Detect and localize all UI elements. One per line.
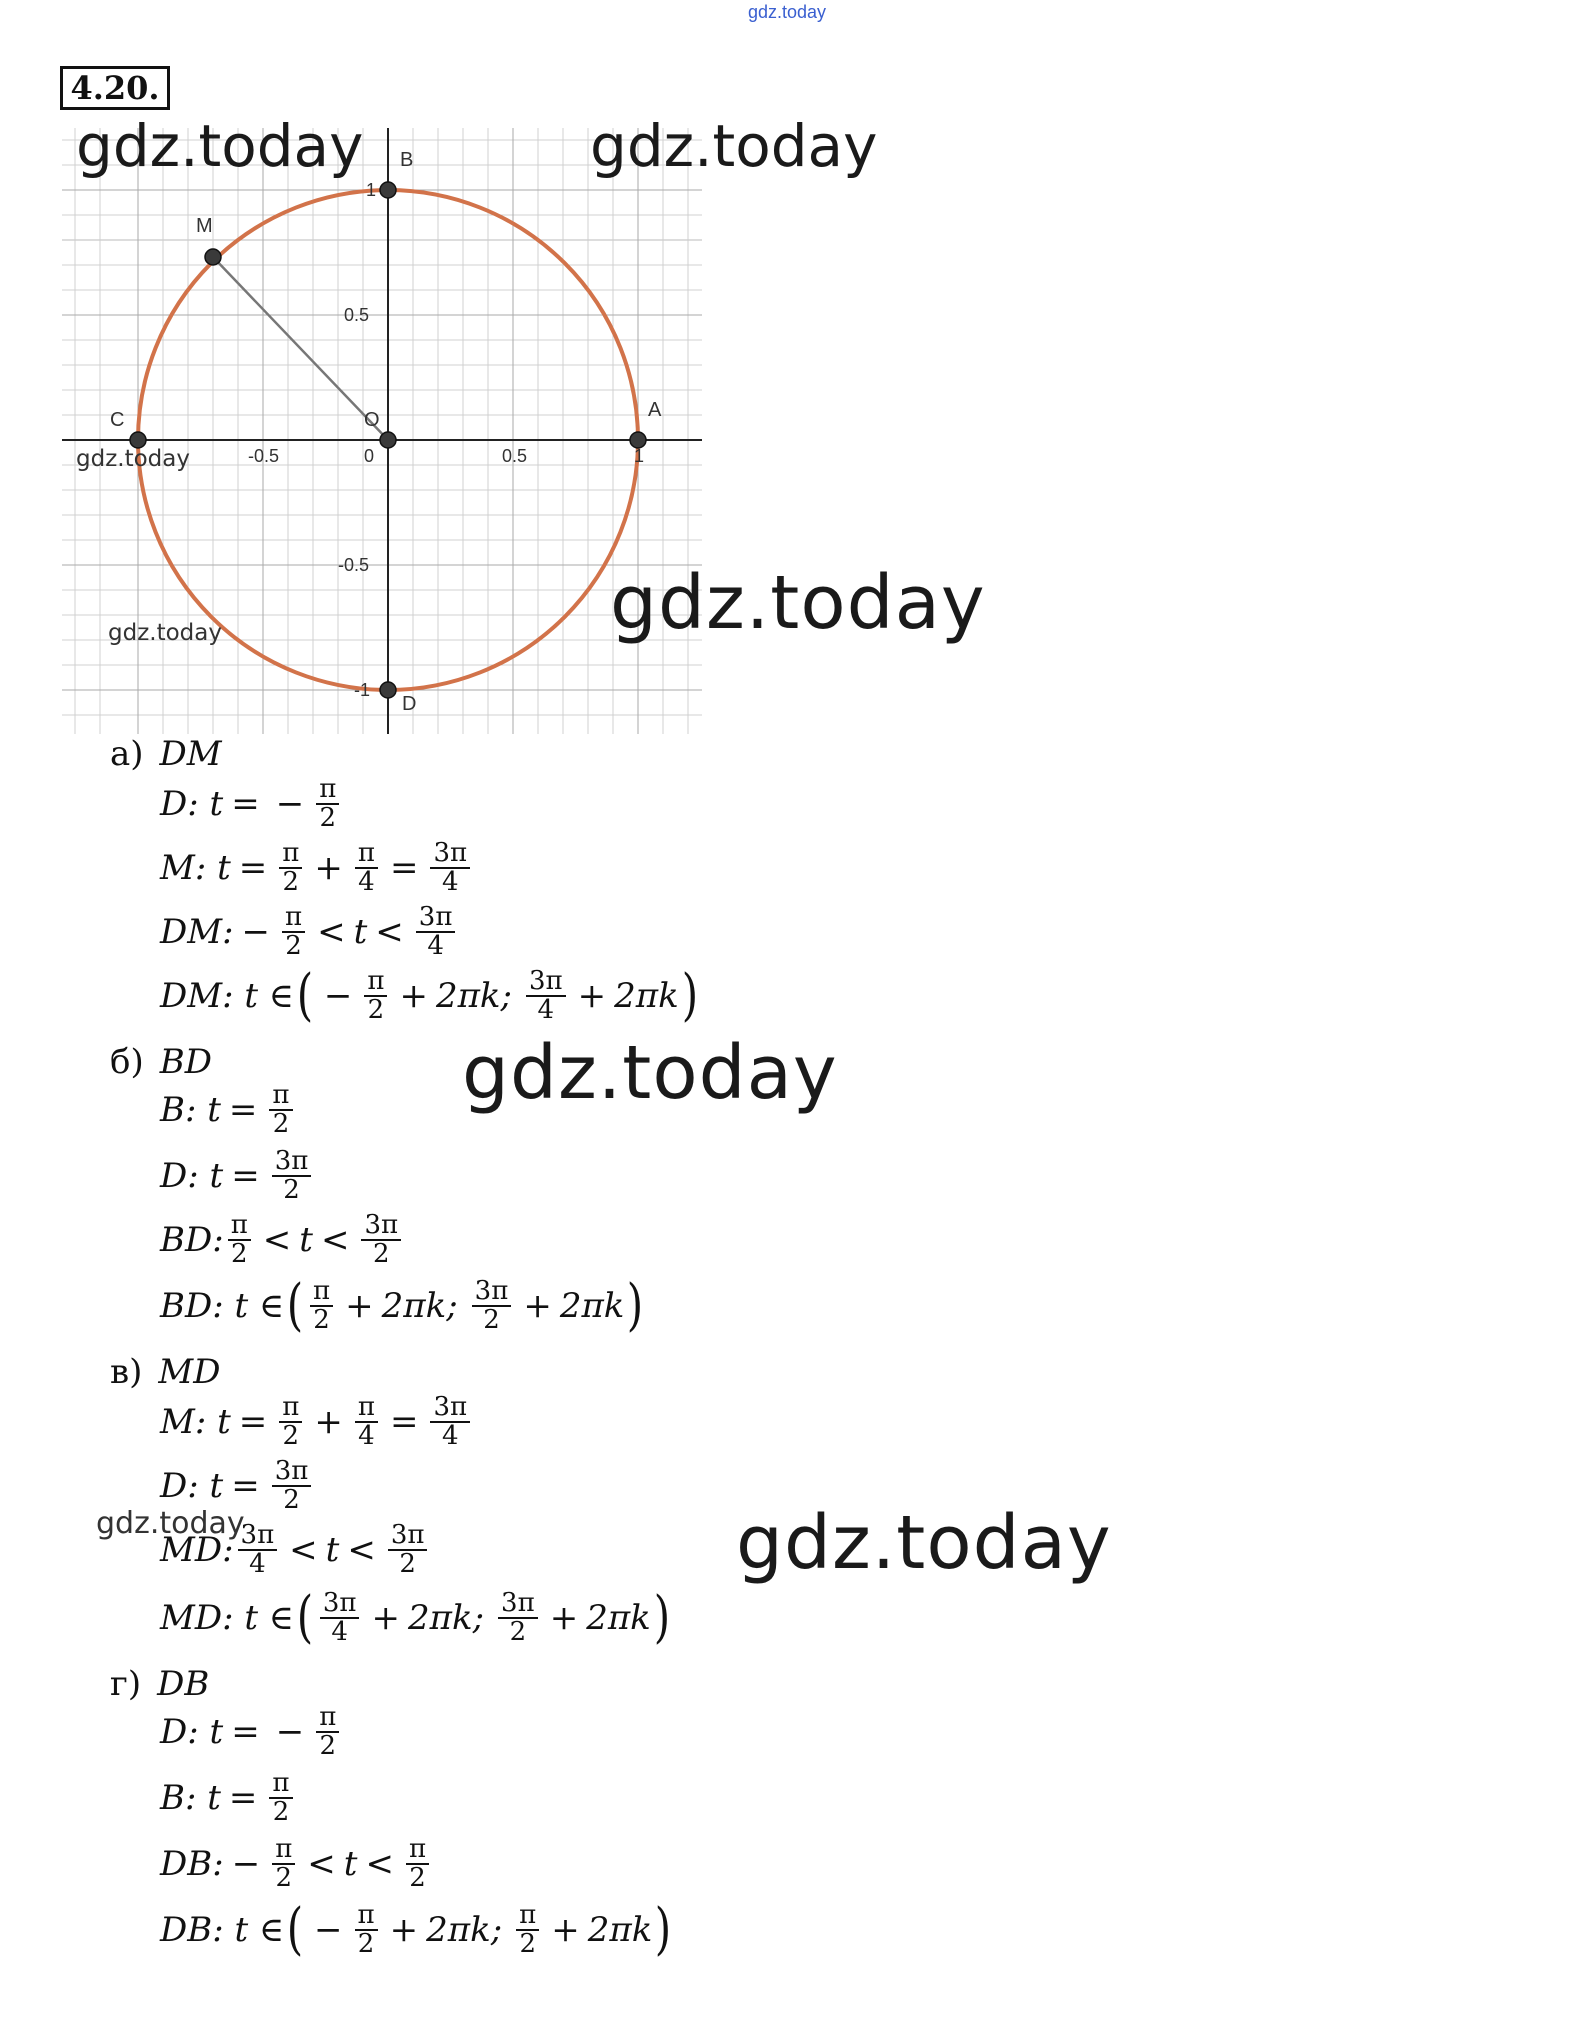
part-b-line-1: B: t = $\frac{\pi}{2}$ xyxy=(160,1082,297,1139)
part-b-line-2: D: t = $\frac{3\pi}{2}$ xyxy=(160,1148,315,1205)
watermark: gdz.today xyxy=(76,446,190,472)
y-tick-one: 1 xyxy=(366,180,377,200)
part-c-line-3: MD: $\frac{3\pi}{4}$ < t < $\frac{3\pi}{2}$ xyxy=(160,1522,431,1579)
label-c: C xyxy=(110,409,125,431)
label-m: M xyxy=(196,215,213,237)
watermark: gdz.today xyxy=(736,1500,1112,1586)
label-a: A xyxy=(648,399,662,421)
header-watermark: gdz.today xyxy=(748,2,827,22)
part-c-line-4: MD: t ∈ ( $\frac{3\pi}{4}$ + 2πk ; $\frac{3\pi}{2}$ + 2πk ) xyxy=(160,1585,670,1651)
x-tick-zero: 0 xyxy=(364,446,375,466)
radius-om xyxy=(213,257,388,440)
point-d xyxy=(380,682,396,698)
point-o xyxy=(380,432,396,448)
part-c-line-1: M: t = $\frac{\pi}{2}$ + $\frac{\pi}{4}$ = $\frac{3\pi}{4}$ xyxy=(160,1394,474,1451)
watermark: gdz.today xyxy=(590,112,878,180)
watermark: gdz.today xyxy=(462,1030,838,1116)
x-tick-one: 1 xyxy=(634,446,645,466)
part-b-heading: б) BD xyxy=(110,1042,212,1082)
watermark: gdz.today xyxy=(610,560,986,646)
part-a-heading: а) DM xyxy=(110,734,222,774)
y-tick-minus-half: -0.5 xyxy=(338,555,370,575)
part-d-heading: г) DB xyxy=(110,1664,210,1704)
part-a-line-2: M: t = $\frac{\pi}{2}$ + $\frac{\pi}{4}$ = $\frac{3\pi}{4}$ xyxy=(160,840,474,897)
x-tick-half: 0.5 xyxy=(502,446,528,466)
point-m xyxy=(205,249,221,265)
label-d: D xyxy=(402,693,417,715)
watermark: gdz.today xyxy=(76,112,364,180)
watermark: gdz.today xyxy=(96,1506,245,1541)
part-b-line-3: BD: $\frac{\pi}{2}$ < t < $\frac{3\pi}{2}$ xyxy=(160,1212,405,1269)
part-a-line-1: D: t = − $\frac{\pi}{2}$ xyxy=(160,776,343,833)
y-tick-half: 0.5 xyxy=(344,305,370,325)
part-c-line-2: D: t = $\frac{3\pi}{2}$ xyxy=(160,1458,315,1515)
part-d-line-4: DB: t ∈ ( − $\frac{\pi}{2}$ + 2πk ; $\frac{\pi}{2}$ + 2πk ) xyxy=(160,1897,672,1963)
y-tick-minus-one: -1 xyxy=(354,680,371,700)
problem-number: 4.20. xyxy=(60,66,170,110)
part-d-line-1: D: t = − $\frac{\pi}{2}$ xyxy=(160,1704,343,1761)
label-b: B xyxy=(400,149,414,171)
part-a-line-3: DM: − $\frac{\pi}{2}$ < t < $\frac{3\pi}{4}$ xyxy=(160,904,459,961)
x-tick-minus-half: -0.5 xyxy=(248,446,280,466)
part-d-line-2: B: t = $\frac{\pi}{2}$ xyxy=(160,1770,297,1827)
part-c-heading: в) MD xyxy=(110,1352,221,1392)
watermark: gdz.today xyxy=(108,620,222,646)
part-a-line-4: DM: t ∈ ( − $\frac{\pi}{2}$ + 2πk ; $\frac{3\pi}{4}$ + 2πk ) xyxy=(160,963,698,1029)
point-b xyxy=(380,182,396,198)
part-d-line-3: DB: − $\frac{\pi}{2}$ < t < $\frac{\pi}{2}$ xyxy=(160,1836,433,1893)
label-o: O xyxy=(364,409,380,431)
part-b-line-4: BD: t ∈ ( $\frac{\pi}{2}$ + 2πk ; $\frac{3\pi}{2}$ + 2πk ) xyxy=(160,1273,644,1339)
